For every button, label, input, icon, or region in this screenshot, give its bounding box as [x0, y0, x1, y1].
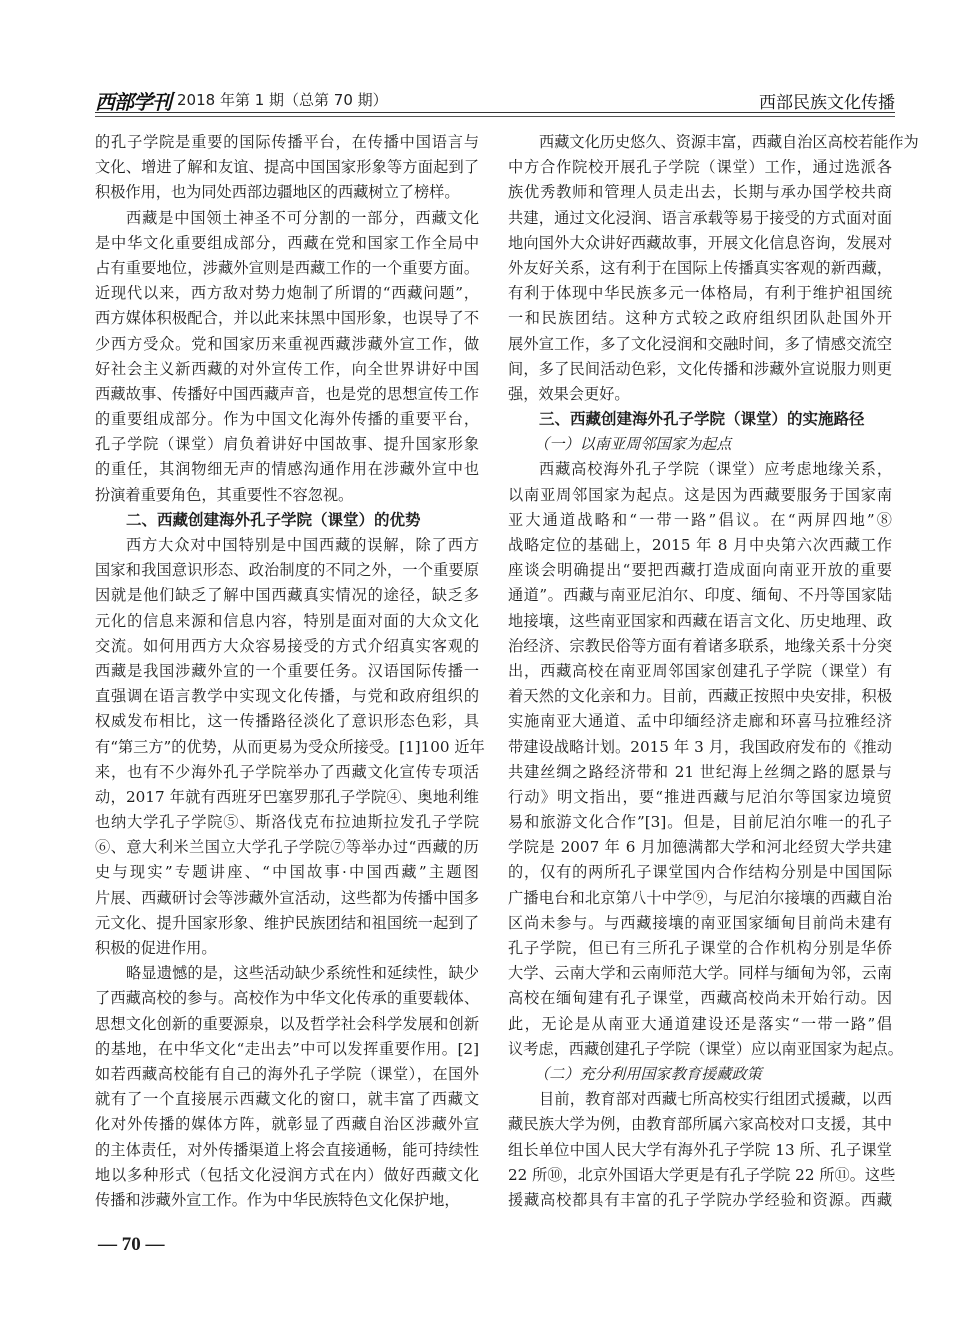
text-line: 族优秀教师和管理人员走出去，长期与承办国学校共商: [508, 183, 892, 202]
text-line: 的主体责任，对外传播渠道上将会直接通畅，能可持续性: [95, 1140, 479, 1159]
text-line: 直强调在语言教学中实现文化传播，与党和政府组织的: [95, 687, 479, 706]
text-line: 22 所⑩，北京外国语大学更是有孔子学院 22 所⑪。这些: [508, 1165, 896, 1184]
text-line: 也纳大学孔子学院⑤、斯洛伐克布拉迪斯拉发孔子学院: [95, 813, 479, 832]
text-line: 少西方受众。党和国家历来重视西藏涉藏外宣工作，做: [95, 334, 479, 353]
text-line: 以南亚周邻国家为起点。这是因为西藏要服务于国家南: [508, 485, 892, 504]
text-line: 带建设战略计划。2015 年 3 月，我国政府发布的《推动: [508, 737, 892, 756]
text-line: 西藏高校海外孔子学院（课堂）应考虑地缘关系，: [539, 460, 892, 479]
section-heading: [95, 508, 479, 533]
text-line: 占有重要地位，涉藏外宣则是西藏工作的一个重要方面。: [95, 258, 479, 277]
text-line: 了西藏高校的参与。高校作为中华文化传承的重要载体、: [95, 989, 479, 1008]
paragraph: [95, 206, 479, 508]
text-line: 有“第三方”的优势，从而更易为受众所接受。[1]100 近年: [95, 737, 485, 756]
text-line: 此，无论是从南亚大通道建设还是落实“一带一路”倡: [508, 1014, 892, 1033]
text-line: 好社会主义新西藏的对外宣传工作，向全世界讲好中国: [95, 359, 479, 378]
text-line: 积极的促进作用。: [95, 939, 217, 957]
text-line: 文化、增进了解和友谊、提高中国国家形象等方面起到了: [95, 158, 479, 177]
subsection-heading: [508, 432, 892, 457]
text-line: 动，2017 年就有西班牙巴塞罗那孔子学院④、奥地利维: [95, 787, 479, 806]
text-line: ⑥、意大利米兰国立大学孔子学院⑦等举办过“西藏的历: [95, 838, 479, 857]
right-column: [508, 130, 919, 1213]
text-line: 治经济、宗教民俗等方面有着诸多联系，地缘关系十分突: [508, 636, 892, 655]
paragraph: [508, 1087, 896, 1213]
paragraph: [508, 457, 903, 1062]
text-line: 因就是他们缺乏了解中国西藏真实情况的途径，缺乏多: [95, 586, 479, 605]
issue-info: 2018 年第 1 期（总第 70 期）: [177, 91, 388, 109]
text-line: 国家和我国意识形态、政治制度的不同之外，一个重要原: [95, 561, 479, 580]
text-line: 外友好关系，这有利于在国际上传播真实客观的新西藏，: [508, 258, 892, 277]
text-line: 战略定位的基础上，2015 年 8 月中央第六次西藏工作: [508, 536, 892, 554]
paragraph: [95, 533, 485, 961]
text-line: 如若西藏高校能有自己的海外孔子学院（课堂），在国外: [95, 1064, 479, 1083]
text-line: 高校在缅甸建有孔子课堂，西藏高校尚未开始行动。因: [508, 989, 892, 1008]
subsection-heading: [508, 1062, 892, 1087]
page-number: — 70 —: [98, 1234, 165, 1255]
text-line: 间，多了民间活动色彩，文化传播和涉藏外宣说服力则更: [508, 359, 892, 378]
text-line: 略显遗憾的是，这些活动缺少系统性和延续性，缺少: [126, 964, 479, 983]
text-line: 强，效果会更好。: [508, 384, 630, 403]
text-line: （一）以南亚周邻国家为起点: [534, 435, 732, 454]
section-heading: [508, 407, 892, 432]
text-line: 目前，教育部对西藏七所高校实行组团式援藏，以西: [539, 1090, 892, 1109]
text-line: 西方大众对中国特别是中国西藏的误解，除了西方: [126, 536, 479, 554]
header-rule-thin: [95, 116, 895, 117]
text-line: 区尚未参与。与西藏接壤的南亚国家缅甸目前尚未建有: [508, 913, 892, 932]
text-line: 议考虑，西藏创建孔子学院（课堂）应以南亚国家为起点。: [508, 1039, 903, 1058]
text-line: 藏民族大学为例，由教育部所属六家高校对口支援，其中: [508, 1115, 892, 1134]
text-line: 着天然的文化亲和力。目前，西藏正按照中央安排，积极: [508, 687, 892, 706]
text-line: 组长单位中国人民大学有海外孔子学院 13 所、孔子课堂: [508, 1140, 892, 1159]
text-line: 展外宣工作，多了文化浸润和交融时间，多了情感交流空: [508, 334, 892, 353]
text-line: 孔子学院，但已有三所孔子课堂的合作机构分别是华侨: [508, 939, 892, 957]
paragraph: [95, 130, 479, 206]
text-line: 就有了一个直接展示西藏文化的窗口，就丰富了西藏文: [95, 1090, 479, 1109]
text-line: 片展、西藏研讨会等涉藏外宣活动，这些都为传播中国多: [95, 888, 479, 907]
text-line: 座谈会明确提出“要把西藏打造成面向南亚开放的重要: [508, 561, 892, 580]
text-line: 援藏高校都具有丰富的孔子学院办学经验和资源。西藏: [508, 1190, 892, 1209]
text-line: 思想文化创新的重要源泉，以及哲学社会科学发展和创新: [95, 1014, 479, 1033]
text-line: 二、西藏创建海外孔子学院（课堂）的优势: [126, 510, 421, 529]
text-line: 广播电台和北京第八十中学⑨，与尼泊尔接壤的西藏自治: [508, 888, 892, 907]
text-line: 中方合作院校开展孔子学院（课堂）工作，通过选派各: [508, 158, 892, 177]
text-line: 易和旅游文化合作”[3]。但是，目前尼泊尔唯一的孔子: [508, 813, 892, 832]
text-line: 的孔子学院是重要的国际传播平台，在传播中国语言与: [95, 133, 479, 151]
text-line: 的，仅有的两所孔子课堂国内合作结构分别是中国国际: [508, 863, 892, 882]
text-line: 近现代以来，西方敌对势力炮制了所谓的“西藏问题”，: [95, 284, 479, 303]
text-line: 西方媒体积极配合，并以此来抹黑中国形象，也误导了不: [95, 309, 479, 328]
header-rule: [95, 112, 895, 113]
text-line: 西藏故事、传播好中国西藏声音，也是党的思想宣传工作: [95, 384, 479, 403]
text-line: 交流。如何用西方大众容易接受的方式介绍真实客观的: [95, 636, 479, 655]
text-line: 共建，通过文化浸润、语言承载等易于接受的方式面对面: [508, 208, 892, 227]
text-line: 地以多种形式（包括文化浸润方式在内）做好西藏文化: [95, 1165, 479, 1184]
text-line: 的基地，在中华文化“走出去”中可以发挥重要作用。[2]: [95, 1039, 479, 1058]
text-line: （二）充分利用国家教育援藏政策: [534, 1064, 762, 1083]
text-line: 权威发布相比，这一传播路径淡化了意识形态色彩，具: [95, 712, 479, 731]
text-line: 来，也有不少海外孔子学院举办了西藏文化宣传专项活: [95, 762, 479, 781]
text-line: 有利于体现中华民族多元一体格局，有利于维护祖国统: [508, 284, 892, 303]
text-line: 大学、云南大学和云南师范大学。同样与缅甸为邻，云南: [508, 964, 892, 983]
text-line: 传播和涉藏外宣工作。作为中华民族特色文化保护地，: [95, 1190, 460, 1209]
text-line: 西藏文化历史悠久、资源丰富，西藏自治区高校若能作为: [539, 133, 919, 151]
text-line: 出，西藏高校在南亚周邻国家创建孔子学院（课堂）有: [508, 661, 892, 680]
text-line: 一和民族团结。这种方式较之政府组织团队赴国外开: [508, 309, 892, 328]
text-line: 亚大通道战略和“一带一路”倡议。在“两屏四地”⑧: [508, 510, 892, 529]
text-line: 三、西藏创建海外孔子学院（课堂）的实施路径: [539, 410, 865, 429]
text-line: 通道”。西藏与南亚尼泊尔、印度、缅甸、不丹等国家陆: [508, 586, 892, 605]
text-line: 积极作用，也为同处西部边疆地区的西藏树立了榜样。: [95, 183, 460, 202]
text-line: 是中华文化重要组成部分，西藏在党和国家工作全局中: [95, 233, 479, 252]
text-line: 行动》明文指出，要“推进西藏与尼泊尔等国家边境贸: [508, 787, 892, 806]
text-line: 实施南亚大通道、孟中印缅经济走廊和环喜马拉雅经济: [508, 712, 892, 731]
left-column: [95, 130, 485, 1213]
text-line: 化对外传播的媒体方阵，就彰显了西藏自治区涉藏外宣: [95, 1115, 479, 1134]
text-line: 扮演着重要角色，其重要性不容忽视。: [95, 485, 354, 504]
text-line: 元化的信息来源和信息内容，特别是面对面的大众文化: [95, 611, 479, 630]
text-line: 学院是 2007 年 6 月加德满都大学和河北经贸大学共建: [508, 838, 892, 857]
text-line: 地接壤，这些南亚国家和西藏在语言文化、历史地理、政: [508, 611, 892, 630]
text-line: 地向国外大众讲好西藏故事，开展文化信息咨询，发展对: [508, 233, 892, 252]
text-line: 史与现实”专题讲座、“中国故事·中国西藏”主题图: [95, 863, 479, 882]
text-line: 西藏是中国领土神圣不可分割的一部分，西藏文化: [126, 208, 479, 227]
running-header: [95, 86, 895, 112]
text-line: 西藏是我国涉藏外宣的一个重要任务。汉语国际传播一: [95, 661, 479, 680]
section-title: 西部民族文化传播: [759, 93, 895, 113]
paragraph: [95, 961, 479, 1213]
paragraph: [508, 130, 919, 407]
text-line: 的重任，其润物细无声的情感沟通作用在涉藏外宣中也: [95, 460, 479, 479]
text-line: 孔子学院（课堂）肩负着讲好中国故事、提升国家形象: [95, 435, 479, 454]
text-line: 共建丝绸之路经济带和 21 世纪海上丝绸之路的愿景与: [508, 762, 892, 781]
journal-logo: 西部学刊: [95, 90, 171, 114]
text-line: 元文化、提升国家形象、维护民族团结和祖国统一起到了: [95, 913, 479, 932]
text-line: 的重要组成部分。作为中国文化海外传播的重要平台，: [95, 410, 479, 429]
